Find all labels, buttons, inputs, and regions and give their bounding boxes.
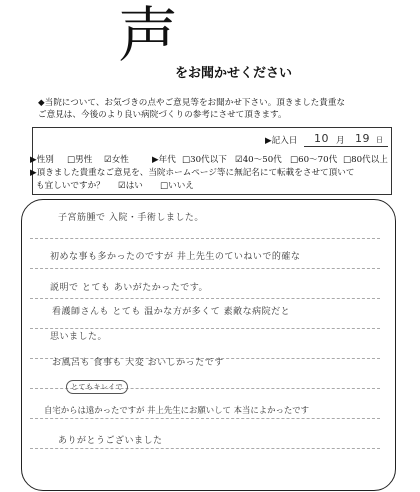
comment-insertion-note: とてもキレイで bbox=[66, 380, 128, 394]
comment-line-6: お風呂も 食事も 大変 おいしかったです bbox=[52, 358, 224, 368]
age-option-30s[interactable]: □30代以下 bbox=[182, 155, 227, 165]
permission-no-checkbox[interactable]: □いいえ bbox=[160, 181, 194, 191]
comment-line-1: 子宮筋腫で 入院・手術しました。 bbox=[58, 213, 204, 223]
comment-line-8: ありがとうございました bbox=[58, 436, 163, 446]
gender-female-checkbox[interactable]: ☑女性 bbox=[104, 155, 129, 165]
comment-line-5: 思いました。 bbox=[50, 332, 108, 342]
age-label: ▶年代 bbox=[152, 155, 176, 165]
ruled-line bbox=[30, 448, 380, 449]
ruled-line bbox=[30, 238, 380, 239]
notice-line-1: ◆当院について、お気づきの点やご意見等をお聞かせ下さい。頂きました貴重な bbox=[38, 98, 346, 108]
date-underline bbox=[304, 146, 388, 147]
permission-yes-checkbox[interactable]: ☑はい bbox=[118, 181, 143, 191]
age-option-40-50s[interactable]: ☑40～50代 bbox=[235, 155, 282, 165]
month-label: 月 bbox=[336, 136, 345, 146]
ruled-line bbox=[30, 418, 380, 419]
date-label: ▶記入日 bbox=[265, 136, 298, 146]
date-month: 10 bbox=[314, 132, 329, 145]
page-subtitle: をお聞かせください bbox=[175, 66, 293, 81]
age-option-80s[interactable]: □80代以上 bbox=[343, 155, 388, 165]
permission-question-2: も宜しいですか？ bbox=[36, 181, 105, 191]
comment-line-3: 説明で とても あいがたかったです。 bbox=[50, 283, 209, 293]
permission-question-1: ▶頂きました貴重なご意見を、当院ホームページ等に無記名にて転載をさせて頂いて bbox=[30, 168, 355, 178]
comment-line-2: 初めな事も多かったのですが 井上先生のていねいで的確な bbox=[50, 252, 301, 262]
date-day: 19 bbox=[355, 132, 370, 145]
gender-label: ▶性別 bbox=[30, 155, 54, 165]
ruled-line bbox=[30, 268, 380, 269]
page-title: 声 bbox=[118, 1, 176, 71]
notice-line-2: ご意見は、今後のより良い病院づくりの参考にさせて頂きます。 bbox=[38, 110, 287, 120]
ruled-line bbox=[30, 298, 380, 299]
day-label: 日 bbox=[376, 136, 383, 144]
comment-line-4: 看護師さんも とても 温かな方が多くて 素敵な病院だと bbox=[52, 307, 291, 317]
comment-line-7: 自宅からは遠かったですが 井上先生にお願いして 本当によかったです bbox=[44, 405, 309, 415]
gender-male-checkbox[interactable]: □男性 bbox=[67, 155, 93, 165]
age-option-60-70s[interactable]: □60～70代 bbox=[290, 155, 338, 165]
